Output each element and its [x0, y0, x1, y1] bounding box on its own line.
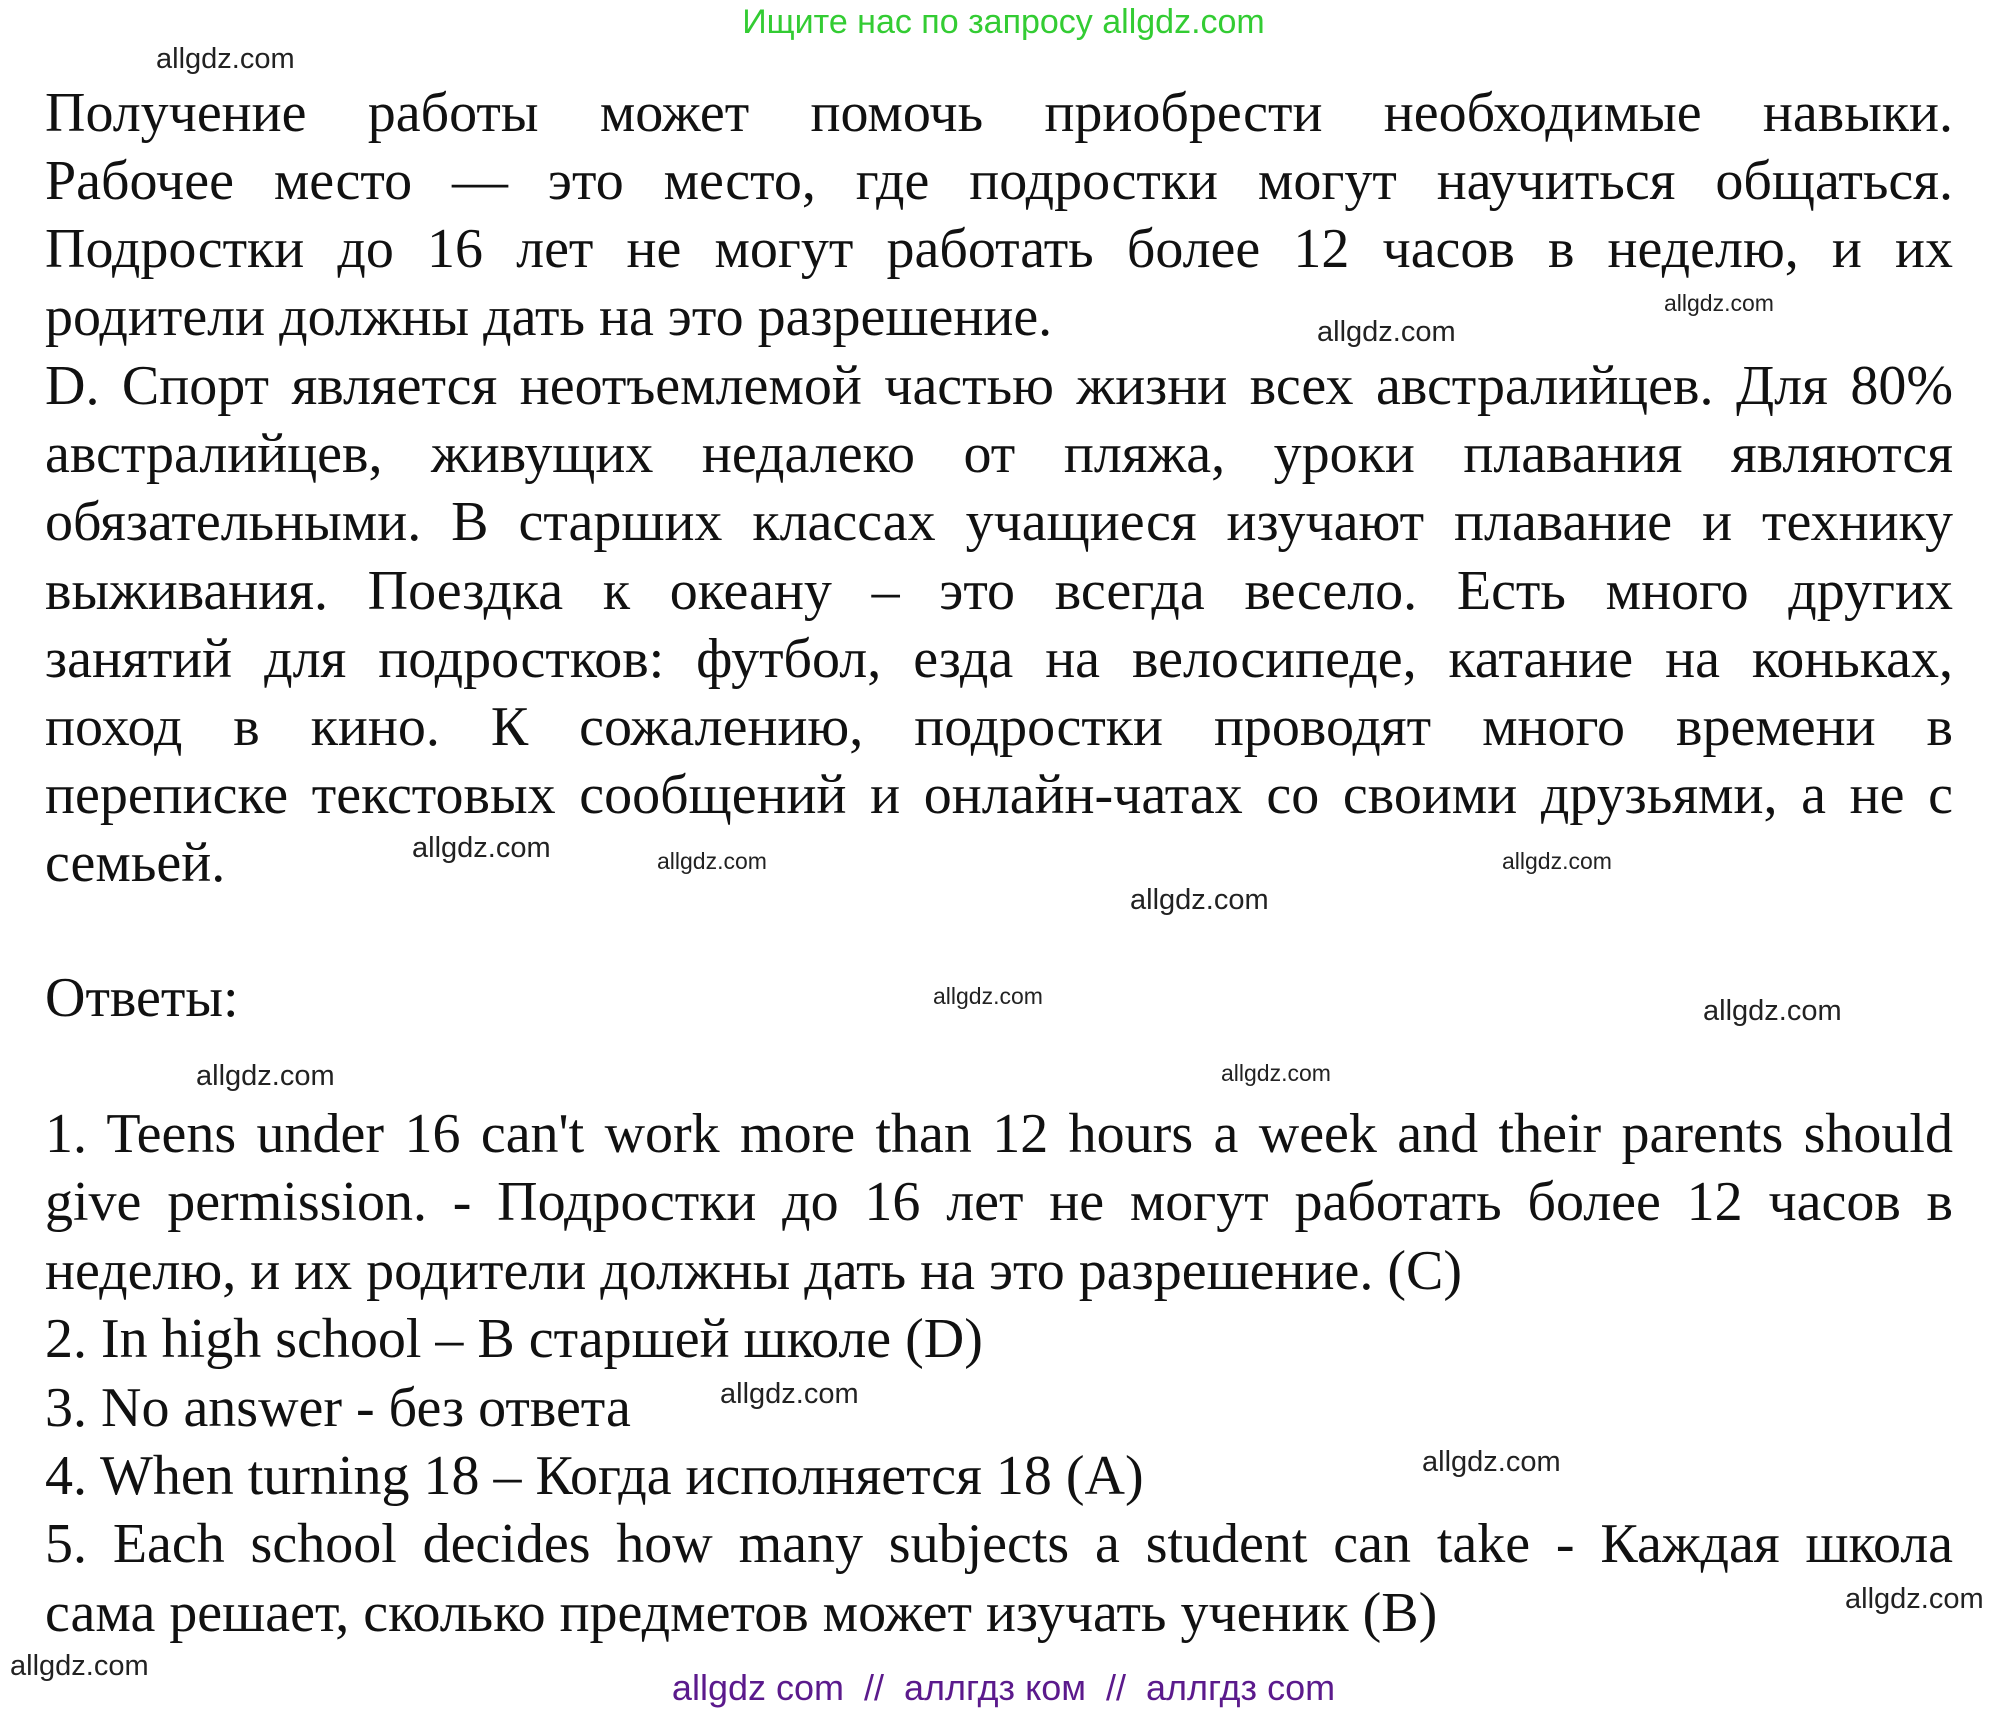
watermark: allgdz.com — [1130, 884, 1269, 916]
text-line: поход в кино. К сожалению, подростки проводят много времени в — [45, 696, 1953, 758]
answer-line: 2. In high school – В старшей школе (D) — [45, 1308, 983, 1370]
watermark: allgdz.com — [1845, 1583, 1984, 1615]
watermark: allgdz.com — [1502, 848, 1612, 874]
watermark: allgdz.com — [657, 848, 767, 874]
answer-line: 3. No answer - без ответа — [45, 1377, 631, 1439]
watermark: allgdz.com — [1221, 1060, 1331, 1086]
watermark: allgdz.com — [1317, 316, 1456, 348]
watermark: allgdz.com — [156, 43, 295, 75]
text-line: выживания. Поездка к океану – это всегда весело. Есть много других — [45, 560, 1953, 622]
watermark: allgdz.com — [196, 1060, 335, 1092]
watermark: allgdz.com — [1664, 290, 1774, 316]
watermark: allgdz.com — [412, 832, 551, 864]
answer-line: 5. Each school decides how many subjects a student can take - Каждая школа — [45, 1513, 1953, 1575]
text-line: Подростки до 16 лет не могут работать более 12 часов в неделю, и их — [45, 218, 1953, 280]
search-banner: Ищите нас по запросу allgdz.com — [742, 3, 1265, 41]
text-line: переписке текстовых сообщений и онлайн-чатах со своими друзьями, а не с — [45, 764, 1953, 826]
footer-links: allgdz com // аллгдз ком // аллгдз com — [671, 1667, 1336, 1708]
text-line: австралийцев, живущих недалеко от пляжа, уроки плавания являются — [45, 423, 1953, 485]
answer-line: сама решает, сколько предметов может изучать ученик (B) — [45, 1582, 1438, 1644]
answers-heading: Ответы: — [45, 967, 239, 1029]
watermark: allgdz.com — [1703, 995, 1842, 1027]
watermark: allgdz.com — [1422, 1446, 1561, 1478]
text-line: D. Спорт является неотъемлемой частью жизни всех австралийцев. Для 80% — [45, 355, 1953, 417]
text-line: занятий для подростков: футбол, езда на велосипеде, катание на коньках, — [45, 628, 1953, 690]
text-line: Получение работы может помочь приобрести необходимые навыки. — [45, 82, 1953, 144]
text-line: обязательными. В старших классах учащиеся изучают плавание и технику — [45, 491, 1953, 553]
watermark: allgdz.com — [720, 1378, 859, 1410]
answer-line: 1. Teens under 16 can't work more than 12 hours a week and their parents should — [45, 1103, 1953, 1165]
text-line: семьей. — [45, 832, 226, 894]
answer-line: 4. When turning 18 – Когда исполняется 18 (A) — [45, 1445, 1144, 1507]
text-line: Рабочее место — это место, где подростки могут научиться общаться. — [45, 150, 1953, 212]
watermark: allgdz.com — [10, 1650, 149, 1682]
answer-line: неделю, и их родители должны дать на это разрешение. (C) — [45, 1240, 1462, 1302]
watermark: allgdz.com — [933, 983, 1043, 1009]
answer-line: give permission. - Подростки до 16 лет не могут работать более 12 часов в — [45, 1171, 1953, 1233]
text-line: родители должны дать на это разрешение. — [45, 286, 1053, 348]
